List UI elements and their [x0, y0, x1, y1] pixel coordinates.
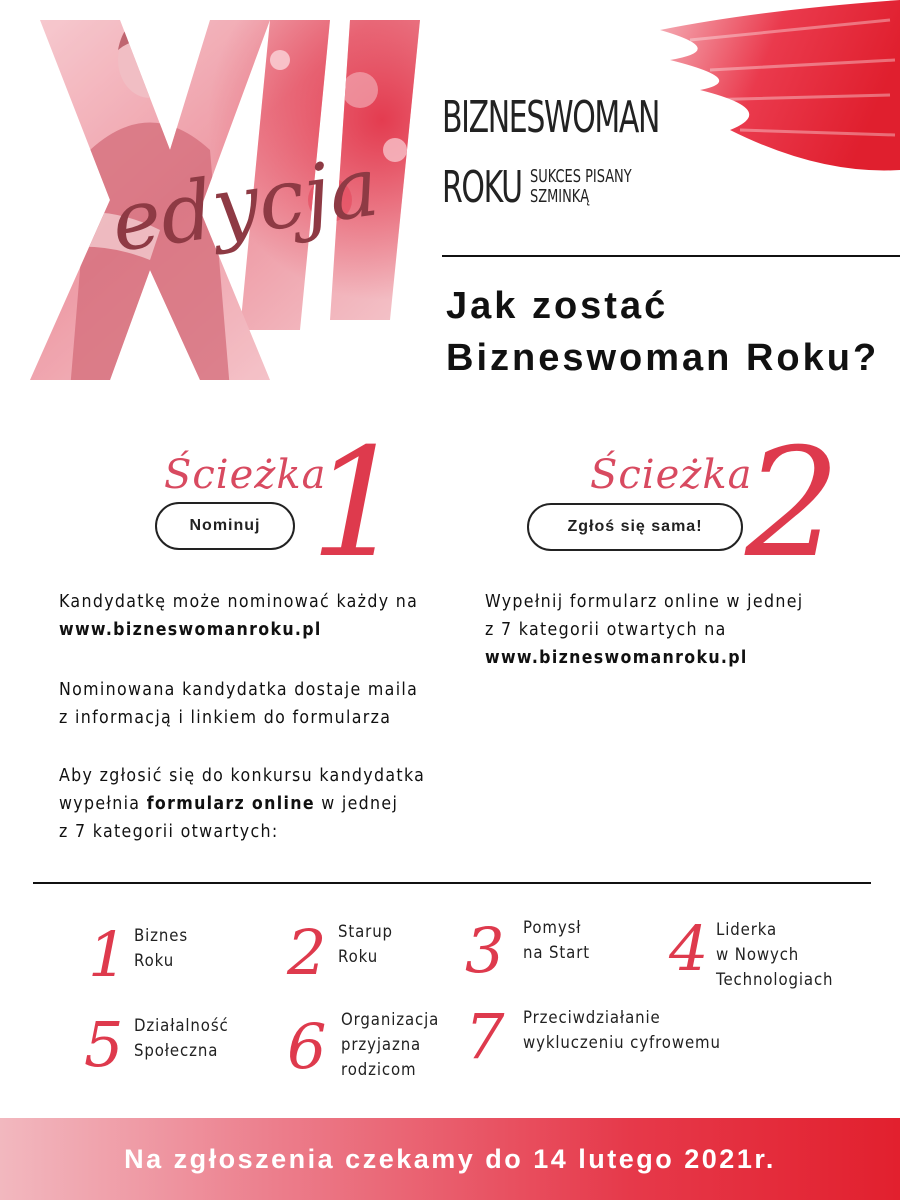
website-link[interactable]: www.bizneswomanroku.pl — [59, 619, 322, 640]
logo-tagline-1: SUKCES PISANY — [530, 166, 632, 187]
path-1-paragraph-1: Kandydatkę może nominować każdy na www.bizneswomanroku.pl — [59, 591, 419, 640]
page-title-line-1: Jak zostać — [446, 285, 669, 327]
category-number — [463, 914, 507, 987]
website-link[interactable]: www.bizneswomanroku.pl — [485, 647, 748, 668]
path-1-paragraph-2: Nominowana kandydatka dostaje maila z informacją i linkiem do formularza — [59, 679, 419, 728]
svg-text:3: 3 — [465, 914, 505, 987]
svg-text:6: 6 — [287, 1010, 327, 1083]
nominate-button[interactable]: Nominuj — [155, 502, 295, 550]
path-2-number — [740, 417, 850, 591]
svg-text:4: 4 — [669, 912, 709, 985]
self-apply-button[interactable]: Zgłoś się sama! — [527, 503, 743, 551]
category-number — [463, 1000, 507, 1073]
svg-text:5: 5 — [84, 1008, 124, 1081]
category-number — [285, 916, 329, 989]
page-title — [446, 280, 896, 384]
logo-line-1: BIZNESWOMAN — [442, 92, 659, 143]
path-2-word: Ścieżka — [590, 452, 753, 498]
divider-middle — [33, 882, 871, 884]
svg-text:1: 1 — [310, 417, 406, 591]
footer-deadline-text: Na zgłoszenia czekamy do 14 lutego 2021r. — [124, 1143, 776, 1174]
logo-tagline-2: SZMINKĄ — [530, 186, 590, 207]
path-1-number — [300, 417, 406, 591]
brand-logo — [442, 92, 682, 236]
footer-banner — [0, 1118, 900, 1200]
category-number — [84, 918, 128, 991]
category-number — [667, 912, 711, 985]
svg-text:2: 2 — [745, 417, 841, 591]
page-title-line-2: Bizneswoman Roku? — [446, 337, 880, 379]
category-number — [285, 1006, 329, 1083]
path-1-word: Ścieżka — [164, 452, 327, 498]
svg-text:7: 7 — [465, 1000, 505, 1073]
logo-line-2: ROKU — [442, 162, 522, 213]
online-form-emphasis: formularz online — [146, 793, 315, 814]
svg-text:2: 2 — [287, 916, 327, 989]
edition-word-text: edycja — [105, 139, 385, 271]
category-number — [82, 1008, 126, 1081]
edition-label — [0, 0, 430, 380]
svg-text:1: 1 — [88, 918, 128, 991]
path-2-paragraph-1: Wypełnij formularz online w jednej z 7 kategorii otwartych na www.bizneswomanroku.pl — [485, 591, 804, 668]
path-1-paragraph-3: Aby zgłosić się do konkursu kandydatka wypełnia formularz online w jednej z 7 kategorii otwartych: — [59, 765, 426, 842]
divider-top — [442, 255, 900, 257]
